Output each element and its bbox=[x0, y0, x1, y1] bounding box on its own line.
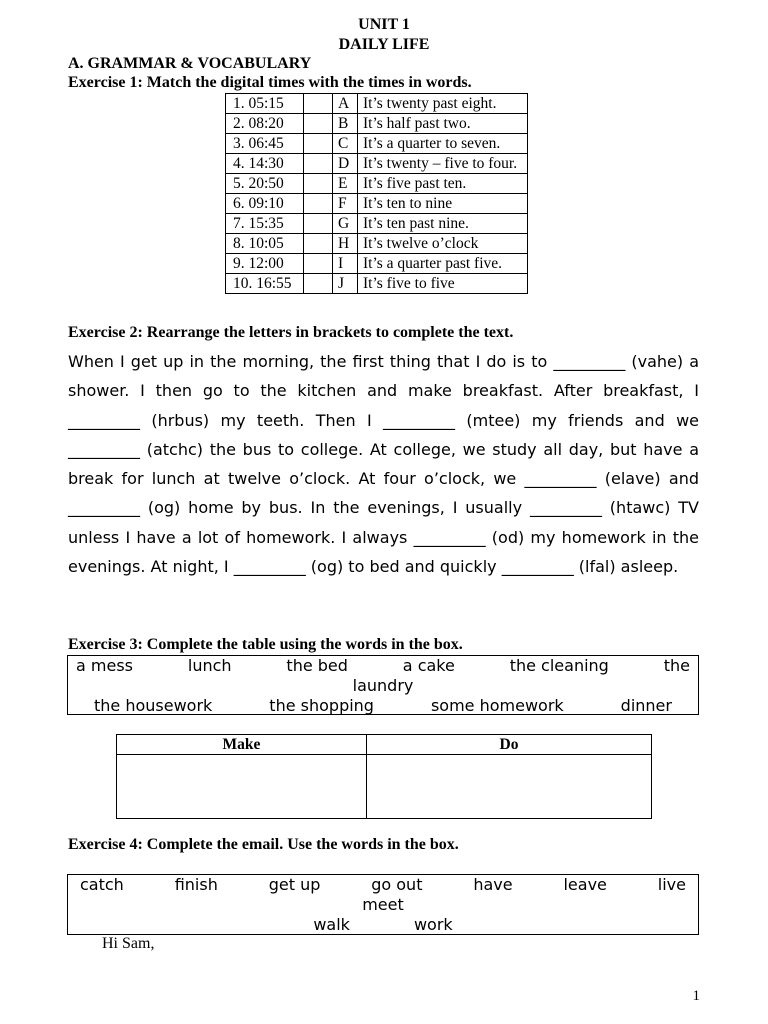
time-words: It’s twenty past eight. bbox=[358, 94, 528, 114]
text-segment: (og) home by bus. In the evenings, I usually bbox=[140, 498, 530, 518]
do-cell[interactable] bbox=[367, 755, 652, 819]
fill-in-blank[interactable]: _________ bbox=[413, 527, 486, 547]
time-digital: 5. 20:50 bbox=[226, 174, 304, 194]
exercise2-heading: Exercise 2: Rearrange the letters in brackets to complete the text. bbox=[68, 324, 514, 341]
word-option: some homework bbox=[430, 696, 564, 715]
email-greeting: Hi Sam, bbox=[102, 935, 155, 952]
answer-cell[interactable] bbox=[304, 274, 333, 294]
time-letter: B bbox=[333, 114, 358, 134]
word-option: have bbox=[473, 875, 513, 894]
time-words: It’s ten past nine. bbox=[358, 214, 528, 234]
match-row bbox=[226, 234, 528, 254]
exercise2-text bbox=[68, 347, 699, 581]
word-option: dinner bbox=[620, 696, 672, 715]
word-option: go out bbox=[371, 875, 423, 894]
page-number: 1 bbox=[692, 988, 700, 1004]
word-box-wrapped-word: laundry bbox=[352, 676, 414, 695]
match-row bbox=[226, 214, 528, 234]
word-box-row bbox=[80, 915, 686, 935]
time-digital: 1. 05:15 bbox=[226, 94, 304, 114]
fill-in-blank[interactable]: _________ bbox=[68, 410, 140, 430]
word-option: a mess bbox=[76, 656, 133, 675]
make-header: Make bbox=[117, 735, 367, 755]
time-letter: I bbox=[333, 254, 358, 274]
time-digital: 6. 09:10 bbox=[226, 194, 304, 214]
time-words: It’s a quarter to seven. bbox=[358, 134, 528, 154]
exercise3-instruction: : Complete the table using the words in the box. bbox=[137, 636, 463, 653]
answer-cell[interactable] bbox=[304, 134, 333, 154]
make-cell[interactable] bbox=[117, 755, 367, 819]
word-option: the bed bbox=[286, 656, 348, 675]
time-digital: 3. 06:45 bbox=[226, 134, 304, 154]
time-words: It’s five past ten. bbox=[358, 174, 528, 194]
time-digital: 7. 15:35 bbox=[226, 214, 304, 234]
fill-in-blank[interactable]: _________ bbox=[553, 352, 626, 371]
fill-in-blank[interactable]: _________ bbox=[233, 557, 306, 577]
exercise4-heading bbox=[68, 836, 459, 854]
word-option: catch bbox=[80, 875, 124, 894]
answer-cell[interactable] bbox=[304, 114, 333, 134]
time-digital: 2. 08:20 bbox=[226, 114, 304, 134]
answer-cell[interactable] bbox=[304, 174, 333, 194]
answer-cell[interactable] bbox=[304, 154, 333, 174]
word-option: the shopping bbox=[269, 696, 374, 715]
fill-in-blank[interactable]: _________ bbox=[68, 498, 140, 518]
exercise1-heading bbox=[68, 74, 472, 92]
text-segment: (atchc) the bus to college. At college, we study all day, but have a break for lunch at twelve o’clock. At four o’clock, we bbox=[68, 439, 699, 489]
exercise1-label: Exercise 1 bbox=[68, 74, 138, 91]
fill-in-blank[interactable]: _________ bbox=[68, 439, 140, 459]
time-digital: 9. 12:00 bbox=[226, 254, 304, 274]
text-segment: When I get up in the morning, the first thing that I do is to bbox=[68, 352, 554, 371]
make-do-table bbox=[116, 734, 652, 819]
time-words: It’s five to five bbox=[358, 274, 528, 294]
match-row bbox=[226, 94, 528, 114]
exercise3-label: Exercise 3 bbox=[68, 636, 138, 653]
exercise4-instruction: : Complete the email. Use the words in the box. bbox=[137, 836, 459, 853]
word-box-word-meet: meet bbox=[362, 895, 404, 914]
time-digital: 8. 10:05 bbox=[226, 234, 304, 254]
topic-title: DAILY LIFE bbox=[338, 36, 430, 53]
time-words: It’s twelve o’clock bbox=[358, 234, 528, 254]
time-letter: E bbox=[333, 174, 358, 194]
word-option: lunch bbox=[187, 656, 232, 675]
word-box-row bbox=[76, 656, 690, 676]
text-segment: (vahe) a shower. I then go to the kitchen and make breakfast. After breakfast, I bbox=[68, 352, 700, 401]
time-words: It’s a quarter past five. bbox=[358, 254, 528, 274]
word-option: the bbox=[663, 656, 690, 675]
fill-in-blank[interactable]: _________ bbox=[524, 469, 597, 489]
answer-cell[interactable] bbox=[304, 234, 333, 254]
match-row bbox=[226, 134, 528, 154]
section-heading: A. GRAMMAR & VOCABULARY bbox=[68, 55, 312, 72]
exercise3-word-box bbox=[67, 655, 699, 715]
exercise1-instruction: : Match the digital times with the times in words. bbox=[137, 74, 472, 91]
unit-title: UNIT 1 bbox=[358, 16, 410, 33]
answer-cell[interactable] bbox=[304, 254, 333, 274]
fill-in-blank[interactable]: _________ bbox=[383, 410, 456, 430]
exercise1-table bbox=[225, 93, 528, 294]
time-letter: A bbox=[333, 94, 358, 114]
time-letter: J bbox=[333, 274, 358, 294]
match-row bbox=[226, 114, 528, 134]
time-digital: 10. 16:55 bbox=[226, 274, 304, 294]
match-row bbox=[226, 154, 528, 174]
word-box-row bbox=[80, 875, 686, 895]
word-option: work bbox=[413, 915, 453, 934]
time-digital: 4. 14:30 bbox=[226, 154, 304, 174]
match-row bbox=[226, 174, 528, 194]
answer-cell[interactable] bbox=[304, 194, 333, 214]
time-letter: D bbox=[333, 154, 358, 174]
time-words: It’s half past two. bbox=[358, 114, 528, 134]
text-segment: (htawc) TV unless I have a lot of homework. I always bbox=[68, 498, 699, 547]
match-row bbox=[226, 254, 528, 274]
text-segment: (lfal) asleep. bbox=[573, 557, 679, 577]
time-letter: H bbox=[333, 234, 358, 254]
time-letter: C bbox=[333, 134, 358, 154]
word-option: walk bbox=[313, 915, 350, 934]
answer-cell[interactable] bbox=[304, 214, 333, 234]
exercise3-heading bbox=[68, 636, 463, 654]
word-option: live bbox=[657, 875, 686, 894]
word-option: a cake bbox=[402, 656, 455, 675]
word-option: finish bbox=[174, 875, 218, 894]
exercise4-word-box bbox=[67, 874, 699, 935]
exercise4-label: Exercise 4 bbox=[68, 836, 138, 853]
word-option: get up bbox=[268, 875, 321, 894]
time-words: It’s twenty – five to four. bbox=[358, 154, 528, 174]
text-segment: (elave) and bbox=[596, 469, 699, 489]
fill-in-blank[interactable]: _________ bbox=[501, 557, 574, 577]
time-letter: G bbox=[333, 214, 358, 234]
do-header: Do bbox=[367, 735, 652, 755]
text-segment: (hrbus) my teeth. Then I bbox=[140, 410, 384, 430]
text-segment: (og) to bed and quickly bbox=[305, 557, 502, 577]
match-row bbox=[226, 194, 528, 214]
time-words: It’s ten to nine bbox=[358, 194, 528, 214]
match-row bbox=[226, 274, 528, 294]
word-option: the housework bbox=[94, 696, 213, 715]
answer-cell[interactable] bbox=[304, 94, 333, 114]
text-segment: (od) my homework in the evenings. At night, I bbox=[68, 527, 699, 577]
time-letter: F bbox=[333, 194, 358, 214]
word-option: leave bbox=[563, 875, 607, 894]
text-segment: (mtee) my friends and we bbox=[455, 410, 699, 430]
word-box-row bbox=[76, 696, 690, 716]
word-option: the cleaning bbox=[509, 656, 609, 675]
fill-in-blank[interactable]: _________ bbox=[529, 498, 602, 518]
